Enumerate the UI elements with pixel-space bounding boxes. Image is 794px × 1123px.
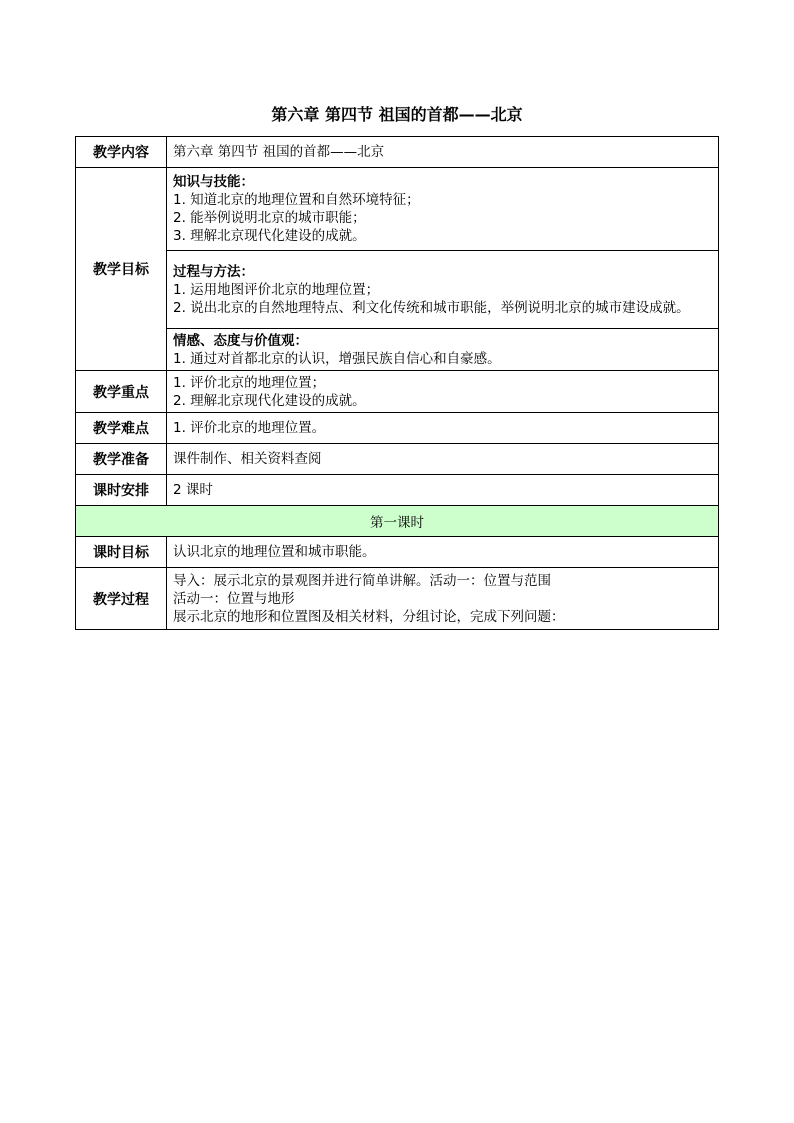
row-label-procedure: 教学过程: [76, 568, 167, 630]
key-point-item: 2. 理解北京现代化建设的成就。: [173, 392, 366, 409]
table-row: [76, 475, 719, 506]
objectives-process-cell: [167, 251, 719, 329]
knowledge-item: 2. 能举例说明北京的城市职能；: [173, 210, 366, 226]
row-value-difficulties: [167, 413, 719, 444]
table-row: [76, 537, 719, 568]
process-heading: 过程与方法：: [173, 263, 254, 280]
table-row: [76, 413, 719, 444]
lesson-goal-text: 认识北京的地理位置和城市职能。: [173, 544, 376, 560]
table-row: [76, 251, 719, 329]
table-row: [76, 371, 719, 413]
procedure-item: 活动一：位置与地形: [173, 590, 295, 607]
document-title: 第六章 第四节 祖国的首都——北京: [271, 105, 523, 124]
difficulty-item: 1. 评价北京的地理位置。: [173, 420, 326, 436]
knowledge-heading: 知识与技能：: [173, 174, 254, 190]
content-text: 第六章 第四节 祖国的首都——北京: [173, 144, 385, 160]
process-item: 2. 说出北京的自然地理特点、利文化传统和城市职能，举例说明北京的城市建设成就。: [173, 299, 690, 316]
table-row: [76, 329, 719, 371]
process-item: 1. 运用地图评价北京的地理位置；: [173, 281, 380, 298]
table-row: [76, 168, 719, 251]
key-point-item: 1. 评价北京的地理位置；: [173, 374, 326, 391]
row-label-key-points: 教学重点: [76, 371, 167, 413]
section-first-lesson: 第一课时: [76, 506, 719, 537]
row-label-schedule: 课时安排: [76, 475, 167, 506]
row-label-objectives: 教学目标: [76, 168, 167, 371]
row-value-schedule: [167, 475, 719, 506]
row-label-lesson-goal: 课时目标: [76, 537, 167, 568]
attitude-item: 1. 通过对首都北京的认识，增强民族自信心和自豪感。: [173, 350, 501, 367]
table-row: [76, 506, 719, 537]
procedure-item: 展示北京的地形和位置图及相关材料，分组讨论，完成下列问题：: [173, 608, 565, 625]
table-row: [76, 444, 719, 475]
objectives-attitude-cell: [167, 329, 719, 371]
row-label-preparation: 教学准备: [76, 444, 167, 475]
row-value-procedure: [167, 568, 719, 630]
row-value-lesson-goal: [167, 537, 719, 568]
row-value-preparation: [167, 444, 719, 475]
preparation-text: 课件制作、相关资料查阅: [173, 451, 322, 467]
row-value-content: [167, 137, 719, 168]
attitude-heading: 情感、态度与价值观：: [173, 332, 308, 349]
row-label-content: 教学内容: [76, 137, 167, 168]
table-row: [76, 568, 719, 630]
table-row: [76, 137, 719, 168]
row-label-difficulties: 教学难点: [76, 413, 167, 444]
lesson-plan-table: [75, 136, 719, 630]
row-value-key-points: [167, 371, 719, 413]
knowledge-item: 3. 理解北京现代化建设的成就。: [173, 228, 366, 244]
schedule-text: 2 课时: [173, 482, 213, 498]
objectives-knowledge-cell: [167, 168, 719, 251]
knowledge-item: 1. 知道北京的地理位置和自然环境特征；: [173, 192, 420, 208]
procedure-item: 导入：展示北京的景观图并进行简单讲解。活动一：位置与范围: [173, 572, 551, 589]
